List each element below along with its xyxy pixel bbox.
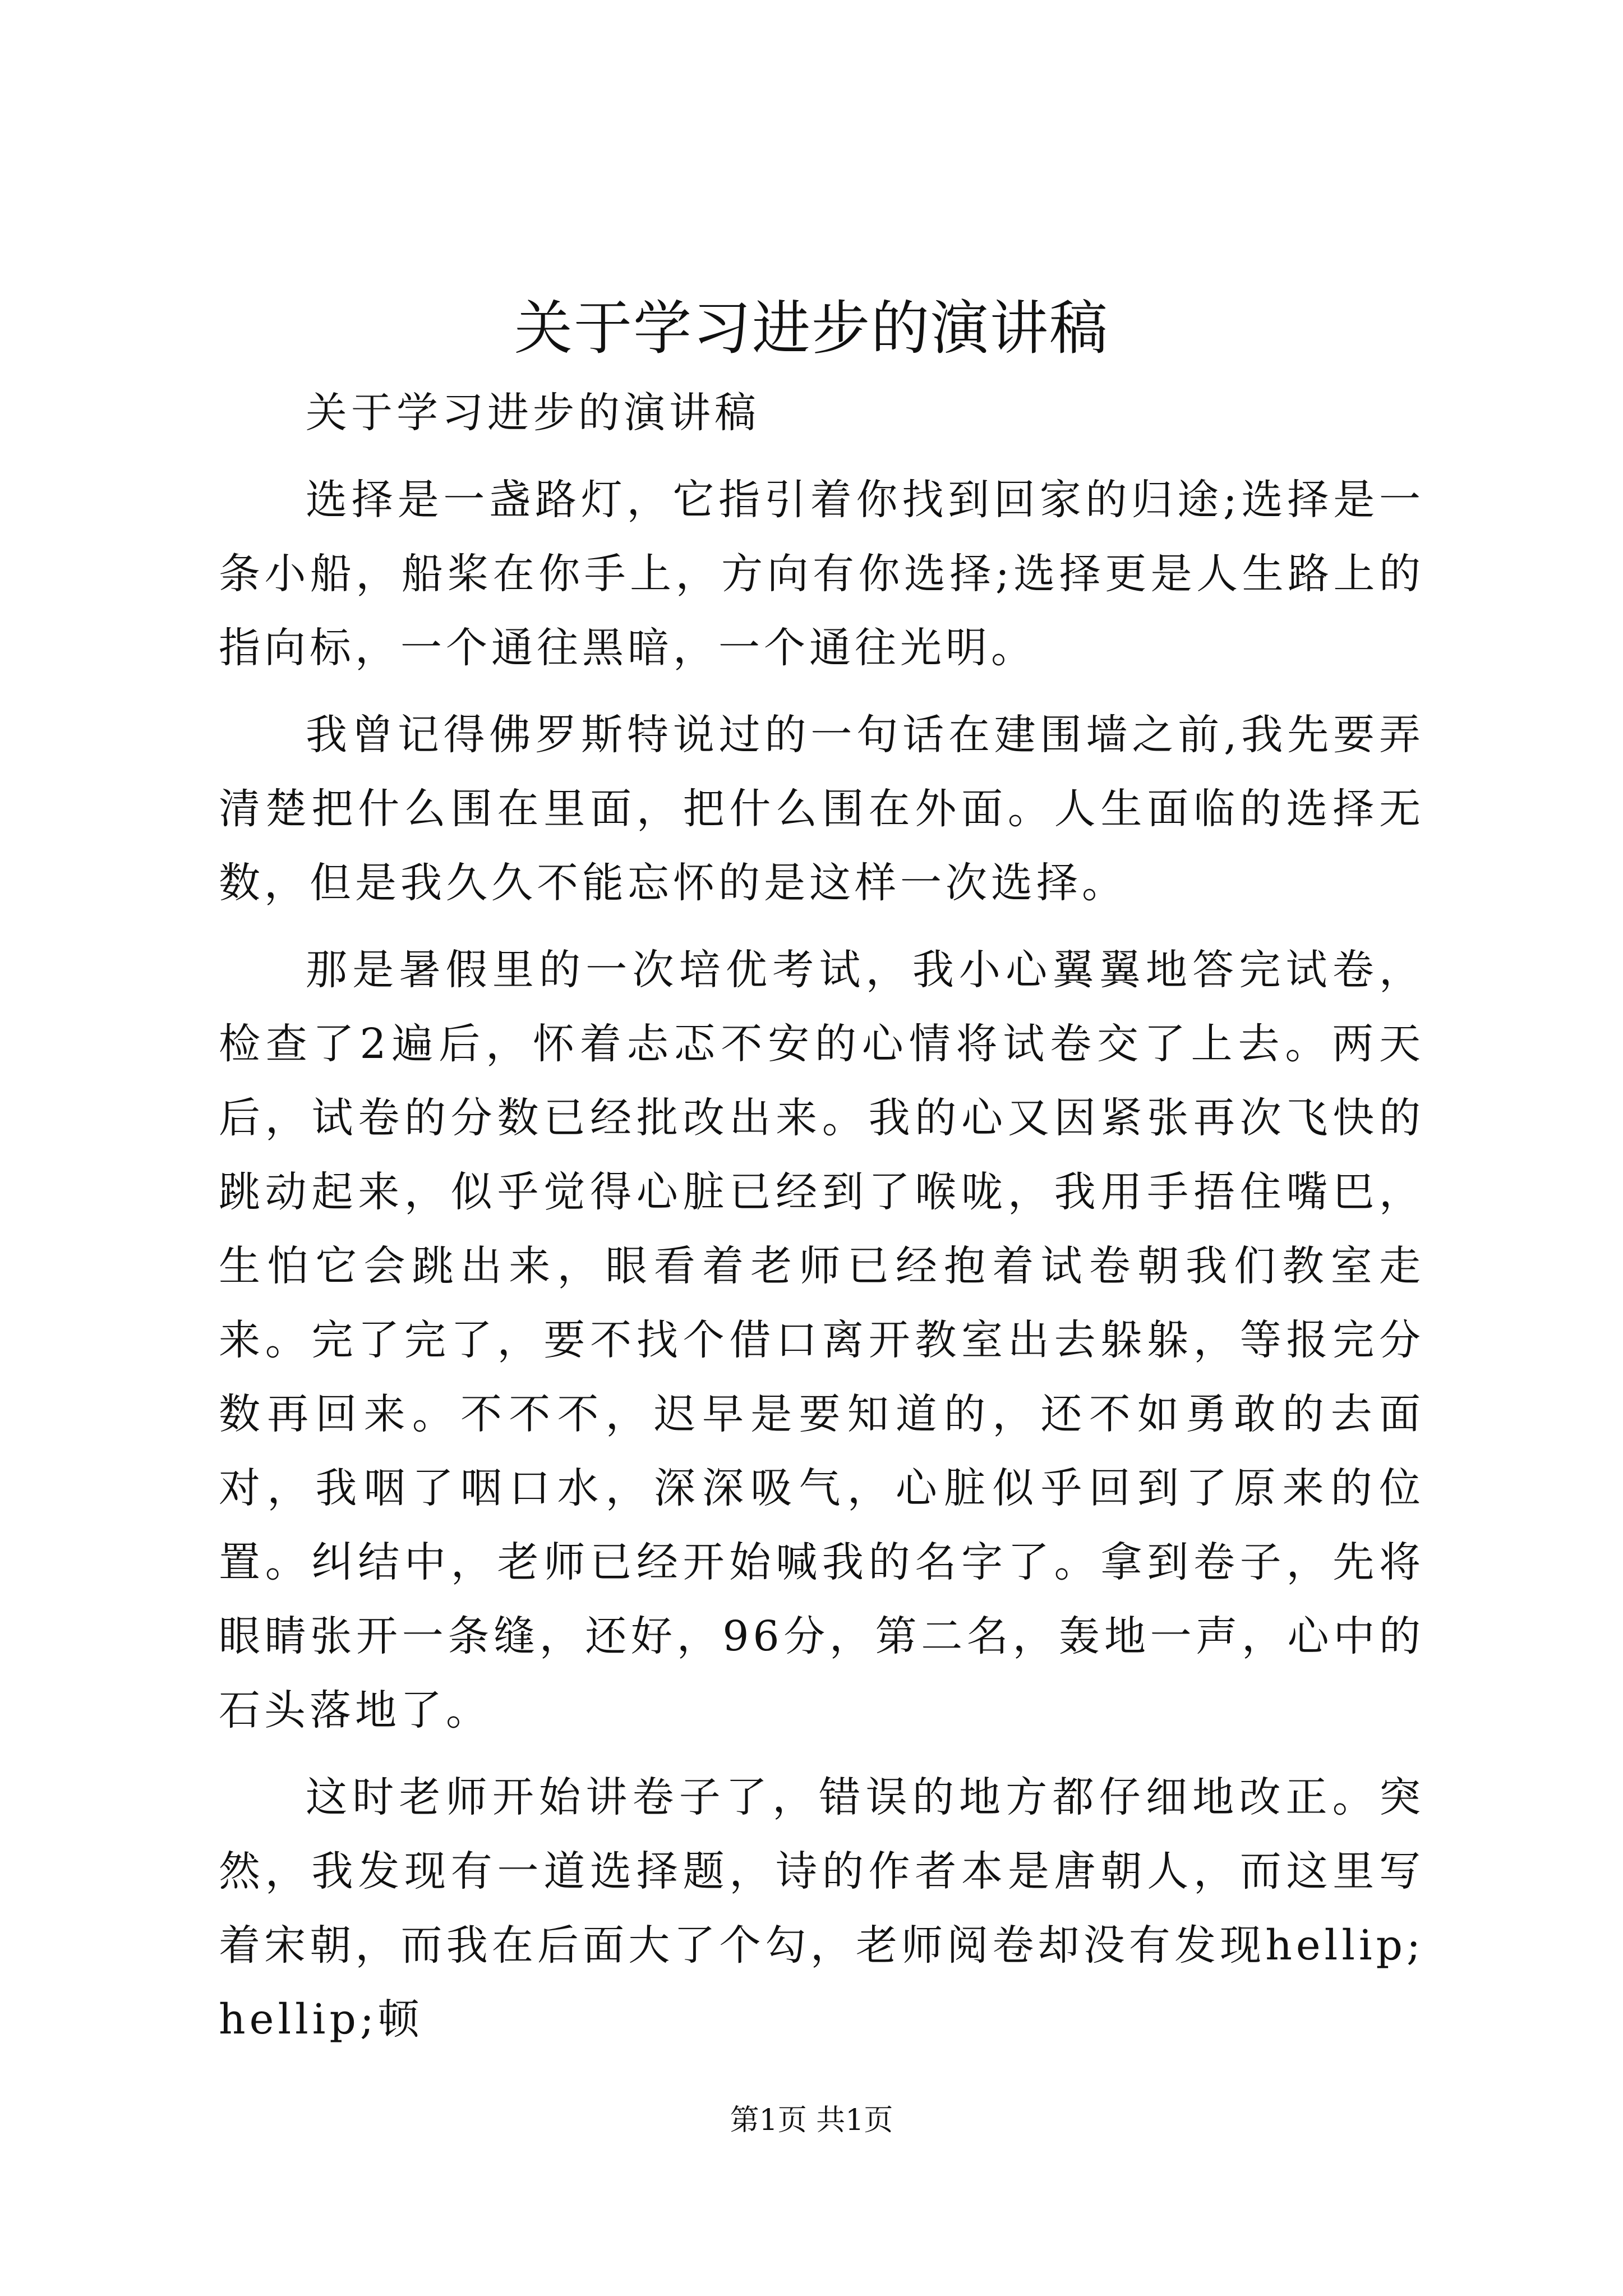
paragraph-1: 选择是一盏路灯，它指引着你找到回家的归途;选择是一条小船，船桨在你手上，方向有你选择;选择更是人生路上的指向标，一个通往黑暗，一个通往光明。	[219, 476, 1424, 672]
paragraph-3: 那是暑假里的一次培优考试，我小心翼翼地答完试卷，检查了2遍后，怀着忐忑不安的心情将试卷交了上去。两天后，试卷的分数已经批改出来。我的心又因紧张再次飞快的跳动起来，似乎觉得心脏已经到了喉咙，我用手捂住嘴巴，生怕它会跳出来，眼看着老师已经抱着试卷朝我们教室走来。完了完了，要不找个借口离开教室出去躲躲，等报完分数再回来。不不不，迟早是要知道的，还不如勇敢的去面对，我咽了咽口水，深深吸气，心脏似乎回到了原来的位置。纠结中，老师已经开始喊我的名字了。拿到卷子，先将眼睛张开一条缝，还好，96分，第二名，轰地一声，心中的石头落地了。	[219, 946, 1424, 1734]
document-title: 关于学习进步的演讲稿	[514, 294, 1109, 362]
paragraph-2: 我曾记得佛罗斯特说过的一句话在建围墙之前,我先要弄清楚把什么围在里面，把什么围在外面。人生面临的选择无数，但是我久久不能忘怀的是这样一次选择。	[219, 711, 1424, 907]
page-footer: 第1页 共1页	[730, 2104, 893, 2137]
document-body	[219, 376, 1424, 2069]
paragraph-subtitle: 关于学习进步的演讲稿	[306, 389, 760, 437]
paragraph-4: 这时老师开始讲卷子了，错误的地方都仔细地改正。突然，我发现有一道选择题，诗的作者本是唐朝人，而这里写着宋朝，而我在后面大了个勾，老师阅卷却没有发现hellip;hellip;顿	[219, 1773, 1424, 2044]
